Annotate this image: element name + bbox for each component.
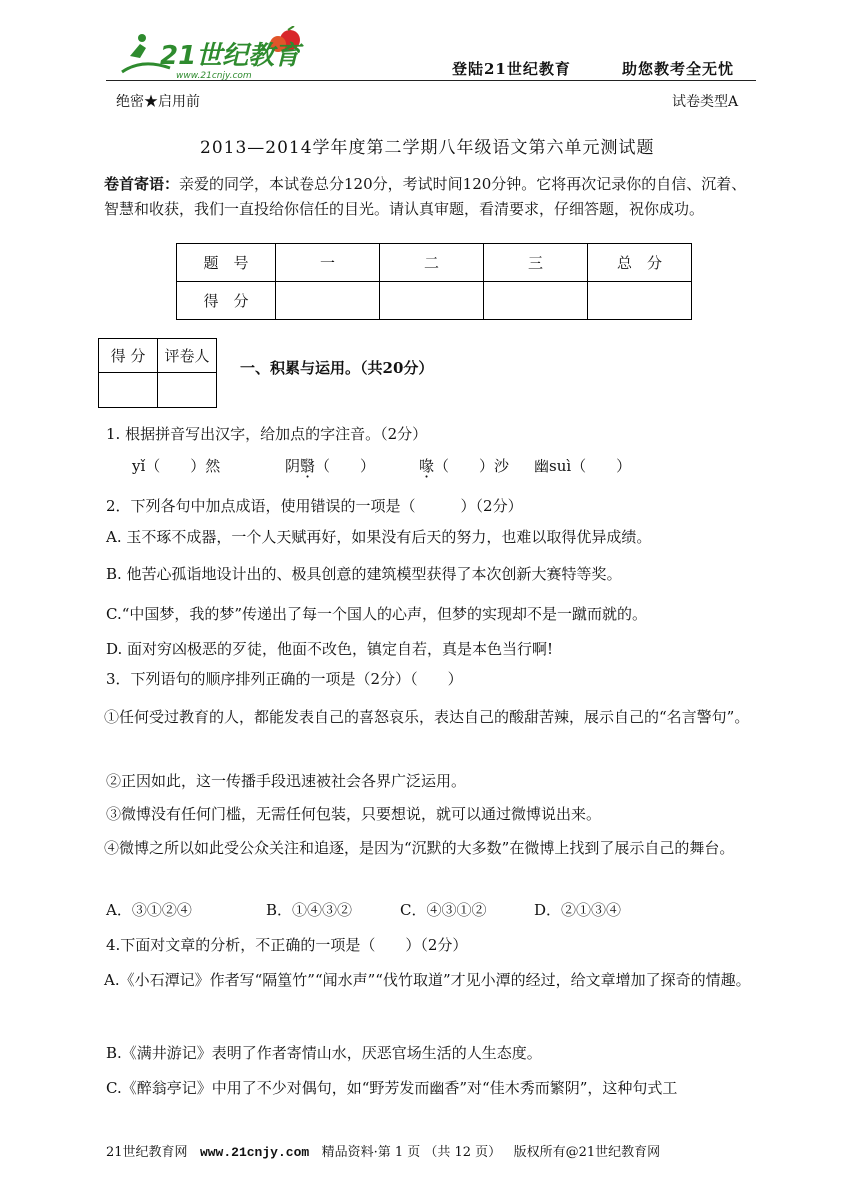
footer-url[interactable]: www.21cnjy.com [199,1145,310,1160]
q1-item: 阴翳（ ） [285,457,376,475]
q2-stem: 2．下列各句中加点成语，使用错误的一项是（ ）（2分） [106,497,523,515]
intro-text: 亲爱的同学，本试卷总分120分，考试时间120分钟。它将再次记录你的自信、沉着、智慧和收获，我们一直投给你信任的目光。请认真审题，看清要求，仔细答题，祝你成功。 [104,175,747,218]
q2-option-a: A. 玉不琢不成器，一个人天赋再好，如果没有后天的努力，也难以取得优异成绩。 [106,528,652,546]
q1-item: 喙（ ）沙 [419,457,510,475]
score-table [176,243,692,320]
q1-item: 幽suì（ ） [534,457,632,475]
q2-option-d: D. 面对穷凶极恶的歹徒，他面不改色，镇定自若，真是本色当行啊! [106,640,554,658]
footer [106,1141,660,1160]
q2-option-c: C.“中国梦，我的梦”传递出了每一个国人的心声，但梦的实现却不是一蹴而就的。 [106,605,648,623]
q3-option: A．③①②④ [106,901,192,919]
header-divider [106,80,756,81]
q4-option-c: C.《醉翁亭记》中用了不少对偶句，如“野芳发而幽香”对“佳木秀而繁阴”，这种句式工 [106,1079,678,1097]
logo-text: 21世纪教育 [160,41,301,71]
score-header-cell: 总 分 [588,244,692,282]
grader-score-cell[interactable] [99,373,158,408]
confidential-label: 绝密★启用前 [116,94,200,110]
slogan-left: 登陆21世纪教育 [452,60,571,78]
score-header-cell: 二 [380,244,484,282]
q3-option: B．①④③② [266,901,353,919]
q2-option-b: B. 他苦心孤诣地设计出的、极具创意的建筑模型获得了本次创新大赛特等奖。 [106,565,622,583]
intro-label: 卷首寄语： [104,175,180,193]
score-header-cell: 一 [276,244,380,282]
score-input-cell[interactable] [380,282,484,320]
exam-type-label: 试卷类型A [672,94,739,110]
score-header-cell: 题 号 [177,244,276,282]
grader-name-header: 评卷人 [158,339,217,373]
score-row-label: 得 分 [177,282,276,320]
grader-table [98,338,217,408]
q3-sentence: ②正因如此，这一传播手段迅速被社会各界广泛运用。 [106,772,467,790]
score-input-cell[interactable] [276,282,380,320]
q3-sentence: ①任何受过教育的人，都能发表自己的喜怒哀乐，表达自己的酸甜苦辣，展示自己的“名言警句”。 [104,708,750,726]
section1-title: 一、积累与运用。（共20分） [240,359,434,377]
footer-rights: 版权所有@21世纪教育网 [513,1145,661,1160]
footer-site: 21世纪教育网 [106,1145,188,1160]
q3-option: C．④③①② [400,901,487,919]
grader-name-cell[interactable] [158,373,217,408]
q1-item: yǐ（ ）然 [132,457,221,475]
q3-sentence: ④微博之所以如此受公众关注和追逐，是因为“沉默的大多数”在微博上找到了展示自己的舞台。 [104,839,735,857]
q3-sentence: ③微博没有任何门槛，无需任何包装，只要想说，就可以通过微博说出来。 [106,805,602,823]
intro-paragraph [104,172,756,222]
q4-stem: 4.下面对文章的分析，不正确的一项是（ ）（2分） [106,936,468,954]
q1-stem: 1. 根据拼音写出汉字，给加点的字注音。（2分） [106,425,428,443]
page-title: 2013—2014学年度第二学期八年级语文第六单元测试题 [200,138,655,158]
score-input-cell[interactable] [588,282,692,320]
q3-option: D．②①③④ [534,901,622,919]
slogan-right: 助您教考全无忧 [622,60,735,78]
site-logo [112,26,312,82]
grader-score-header: 得 分 [99,339,158,373]
q3-stem: 3．下列语句的顺序排列正确的一项是（2分）（ ） [106,670,463,688]
score-header-cell: 三 [484,244,588,282]
footer-page-info: 精品资料·第 1 页 （共 12 页） [321,1145,502,1160]
score-input-cell[interactable] [484,282,588,320]
q4-option-a: A.《小石潭记》作者写“隔篁竹”“闻水声”“伐竹取道”才见小潭的经过，给文章增加了探奇的情趣。 [104,971,751,989]
logo-url: www.21cnjy.com [176,71,252,81]
q4-option-b: B.《满井游记》表明了作者寄情山水，厌恶官场生活的人生态度。 [106,1044,542,1062]
